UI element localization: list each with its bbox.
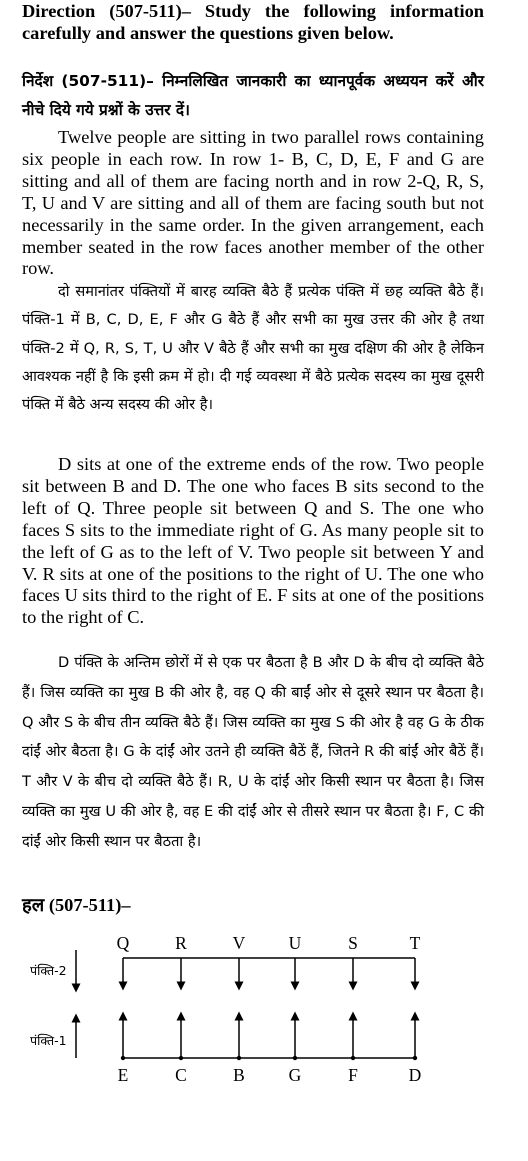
direction-heading: Direction (507-511)– Study the following information carefully and answer the questions given below. — [22, 1, 484, 44]
direction-heading-hindi: निर्देश (507-511)– निम्नलिखित जानकारी का ध्यानपूर्वक अध्ययन करें और नीचे दिये गये प्रश्नों के उत्तर दें। — [22, 72, 484, 119]
row-1-member-label: C — [175, 1065, 187, 1085]
paragraph-1-english: Twelve people are sitting in two parallel rows containing six people in each row. In row 1- B, C, D, E, F and G are sitting and all of them are facing north and in row 2-Q, R, S, T, U and V are sitting and all of them are facing south but not necessarily in the same order. In the given arrangement, each member seated in the row faces another member of the other row. — [22, 127, 484, 279]
row-1-member-label: F — [348, 1065, 358, 1085]
row-2-member-label: S — [348, 933, 358, 953]
row-1-member-label: B — [233, 1065, 245, 1085]
row-2-label: पंक्ति-2 — [30, 963, 67, 978]
solution-heading: हल (507-511)– — [22, 895, 131, 915]
row-1-seat-dot — [237, 1056, 241, 1060]
row-1-member-label: G — [288, 1065, 302, 1085]
row-1-seat-dot — [179, 1056, 183, 1060]
row-1-member-label: E — [117, 1065, 129, 1085]
row-1-seats — [118, 1016, 422, 1085]
row-1-seat-dot — [413, 1056, 417, 1060]
row-2-member-label: U — [288, 933, 302, 953]
row-1-seat-dot — [121, 1056, 125, 1060]
paragraph-2-hindi: D पंक्ति के अन्तिम छोरों में से एक पर बैठता है B और D के बीच दो व्यक्ति बैठे हैं। जिस व्यक्ति का मुख B की ओर है, वह Q की बाईं ओर से दूसरे स्थान पर बैठता है। Q और S के बीच तीन व्यक्ति बैठे हैं। जिस व्यक्ति का मुख S की ओर है वह G के ठीक दांईं ओर बैठता है। G के दांईं ओर उतने ही व्यक्ति बैठें हैं, जितने R की बांईं ओर बैठें हैं। T और V के बीच दो व्यक्ति बैठे हैं। R, U के दांईं ओर किसी स्थान पर बैठता है। जिस व्यक्ति का मुख U की ओर है, वह E की दांईं ओर से तीसरे स्थान पर बैठता है। F, C की दांईं ओर किसी स्थान पर बैठता है। — [22, 654, 484, 850]
row-1-member-label: D — [408, 1065, 422, 1085]
row-2-member-label: T — [409, 933, 421, 953]
paragraph-2-english: D sits at one of the extreme ends of the row. Two people sit between B and D. The one who faces B sits second to the left of Q. Three people sit between Q and S. The one who faces S sits to the immediate right of G. As many people sit to the left of G as to the left of V. Two people sit between Y and V. R sits at one of the positions to the right of U. The one who faces U sits third to the right of E. F sits at one of the positions to the right of C. — [22, 454, 484, 628]
row-2-member-label: V — [232, 933, 246, 953]
row-2-member-label: Q — [116, 933, 130, 953]
row-1-seat-dot — [351, 1056, 355, 1060]
seating-arrangement-diagram — [0, 920, 528, 1090]
row-2-seats — [117, 933, 421, 986]
paragraph-1-hindi: दो समानांतर पंक्तियों में बारह व्यक्ति बैठे हैं प्रत्येक पंक्ति में छह व्यक्ति बैठे हैं। पंक्ति-1 में B, C, D, E, F और G बैठे हैं और सभी का मुख उत्तर की ओर है तथा पंक्ति-2 में Q, R, S, T, U और V बैठे हैं और सभी का मुख दक्षिण की ओर है लेकिन आवश्यक नहीं है कि इसी क्रम में हो। दी गई व्यवस्था में बैठे प्रत्येक सदस्य का मुख दूसरी पंक्ति में बैठे अन्य सदस्य की ओर है। — [22, 283, 484, 414]
row-1-seat-dot — [293, 1056, 297, 1060]
row-2-member-label: R — [175, 933, 187, 953]
row-1-label: पंक्ति-1 — [30, 1033, 67, 1048]
